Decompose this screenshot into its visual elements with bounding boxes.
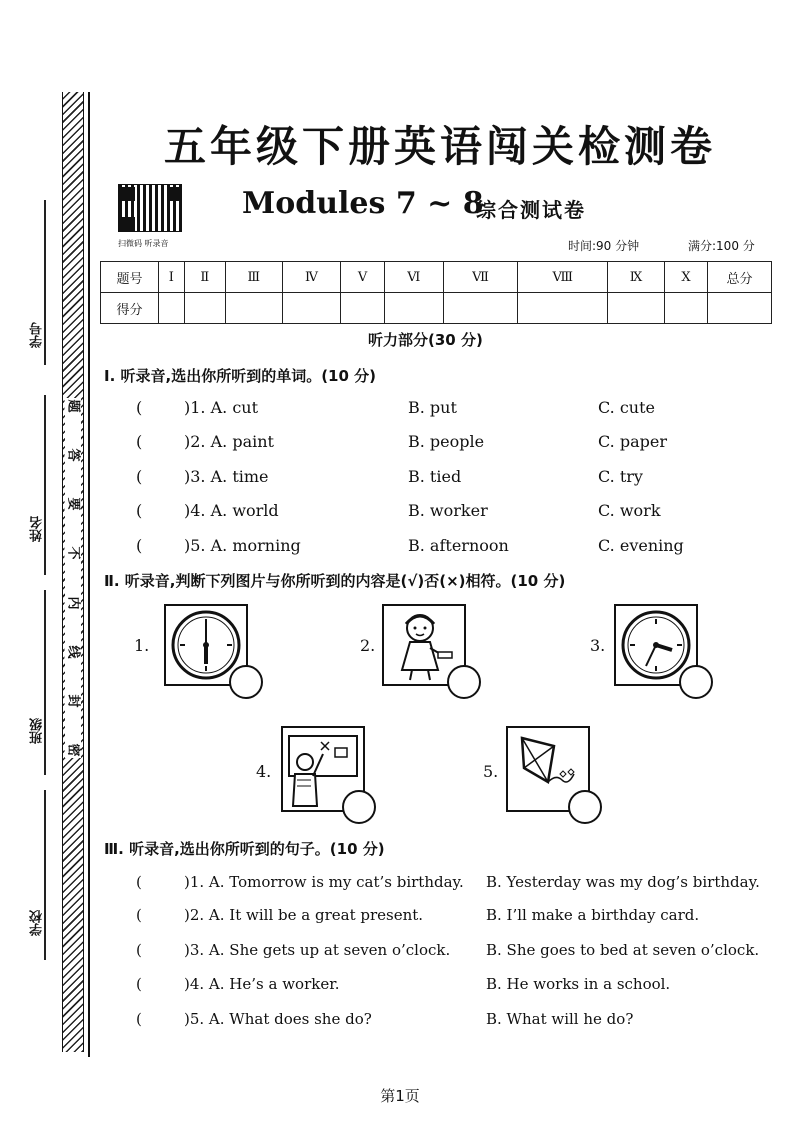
option-b: B. tied (408, 467, 462, 486)
option-a: )3. A. time (184, 467, 269, 486)
time-limit: 时间:90 分钟 (568, 239, 640, 253)
score-cell[interactable] (608, 293, 665, 324)
option-c: C. paper (598, 432, 667, 451)
answer-circle[interactable] (229, 665, 263, 699)
answer-circle[interactable] (568, 790, 602, 824)
score-cell[interactable] (184, 293, 225, 324)
option-a: )1. A. cut (184, 398, 259, 417)
option-a: )4. A. world (184, 501, 279, 520)
class-label: 班级 (30, 718, 45, 744)
option-a: )2. A. It will be a great present. (184, 906, 424, 924)
answer-blank[interactable]: ( (136, 1010, 142, 1028)
score-table-score-row (101, 293, 772, 324)
seal-char: 答 (65, 448, 81, 462)
picture-number: 3. (590, 636, 606, 655)
score-cell[interactable] (159, 293, 185, 324)
question-3-heading: Ⅲ. 听录音,选出你所听到的句子。(10 分) (104, 840, 385, 858)
picture-number: 4. (256, 762, 272, 781)
question-1-heading: Ⅰ. 听录音,选出你所听到的单词。(10 分) (104, 367, 377, 385)
option-a: )3. A. She gets up at seven o’clock. (184, 941, 451, 959)
picture-number: 1. (134, 636, 150, 655)
answer-blank[interactable]: ( (136, 975, 142, 993)
answer-blank[interactable]: ( (136, 398, 143, 417)
seal-char: 题 (65, 399, 81, 413)
option-b: B. She goes to bed at seven o’clock. (486, 941, 760, 959)
qr-code-icon[interactable] (118, 184, 182, 232)
option-c: C. work (598, 501, 661, 520)
class-line (44, 590, 46, 775)
score-cell[interactable] (443, 293, 517, 324)
full-score: 满分:100 分 (688, 239, 755, 253)
score-cell[interactable] (664, 293, 707, 324)
picture-number: 5. (483, 762, 499, 781)
option-c: C. cute (598, 398, 656, 417)
option-b: B. put (408, 398, 457, 417)
seal-char: 不 (65, 546, 81, 560)
column-header: Ⅶ (443, 262, 517, 293)
module-subtitle: Modules 7 ~ 8 (242, 186, 484, 221)
option-a: )1. A. Tomorrow is my cat’s birthday. (184, 873, 464, 891)
exam-title: 五年级下册英语闯关检测卷 (163, 122, 716, 171)
option-b: B. I’ll make a birthday card. (486, 906, 700, 924)
option-b: B. Yesterday was my dog’s birthday. (486, 873, 760, 891)
column-header: Ⅲ (225, 262, 282, 293)
score-cell[interactable] (708, 293, 772, 324)
column-header: Ⅳ (282, 262, 341, 293)
option-c: C. evening (598, 536, 684, 555)
answer-blank[interactable]: ( (136, 501, 143, 520)
page-number: 第1页 (380, 1087, 420, 1105)
answer-blank[interactable]: ( (136, 906, 142, 924)
listening-section-heading: 听力部分(30 分) (368, 331, 483, 349)
seal-char: 封 (65, 694, 81, 708)
binding-strip (0, 0, 96, 1130)
name-line (44, 395, 46, 575)
option-a: )5. A. What does she do? (184, 1010, 372, 1028)
option-a: )4. A. He’s a worker. (184, 975, 340, 993)
column-header: Ⅹ (664, 262, 707, 293)
option-b: B. He works in a school. (486, 975, 671, 993)
column-header: Ⅵ (384, 262, 443, 293)
school-label: 学校 (30, 910, 45, 936)
option-b: B. worker (408, 501, 488, 520)
student-number-label: 学号 (30, 322, 45, 348)
question-number-label: 题号 (101, 262, 159, 293)
binding-rule (88, 92, 90, 1057)
column-header: Ⅴ (341, 262, 385, 293)
name-label: 姓名 (30, 516, 45, 542)
seal-char: 内 (65, 596, 81, 610)
option-c: C. try (598, 467, 643, 486)
answer-blank[interactable]: ( (136, 536, 143, 555)
answer-circle[interactable] (447, 665, 481, 699)
column-header: Ⅸ (608, 262, 665, 293)
total-header: 总分 (708, 262, 772, 293)
column-header: Ⅱ (184, 262, 225, 293)
answer-blank[interactable]: ( (136, 467, 143, 486)
answer-circle[interactable] (342, 790, 376, 824)
score-label: 得分 (101, 293, 159, 324)
picture-number: 2. (360, 636, 376, 655)
test-type-subtitle: 综合测试卷 (476, 198, 586, 222)
option-a: )5. A. morning (184, 536, 301, 555)
score-cell[interactable] (341, 293, 385, 324)
seal-line-text (65, 398, 81, 758)
answer-blank[interactable]: ( (136, 432, 143, 451)
qr-caption: 扫微码 听录音 (118, 239, 169, 248)
seal-char: 线 (65, 645, 81, 659)
answer-circle[interactable] (679, 665, 713, 699)
score-cell[interactable] (225, 293, 282, 324)
column-header: Ⅷ (518, 262, 608, 293)
answer-blank[interactable]: ( (136, 873, 142, 891)
answer-blank[interactable]: ( (136, 941, 142, 959)
option-b: B. What will he do? (486, 1010, 634, 1028)
score-table-header-row (101, 262, 772, 293)
question-2-heading: Ⅱ. 听录音,判断下列图片与你所听到的内容是(√)否(×)相符。(10 分) (104, 572, 566, 590)
option-b: B. people (408, 432, 485, 451)
score-cell[interactable] (384, 293, 443, 324)
column-header: Ⅰ (159, 262, 185, 293)
option-b: B. afternoon (408, 536, 509, 555)
score-table (100, 261, 772, 324)
score-cell[interactable] (518, 293, 608, 324)
seal-char: 要 (65, 497, 81, 511)
seal-char: 密 (65, 743, 81, 757)
option-a: )2. A. paint (184, 432, 274, 451)
score-cell[interactable] (282, 293, 341, 324)
